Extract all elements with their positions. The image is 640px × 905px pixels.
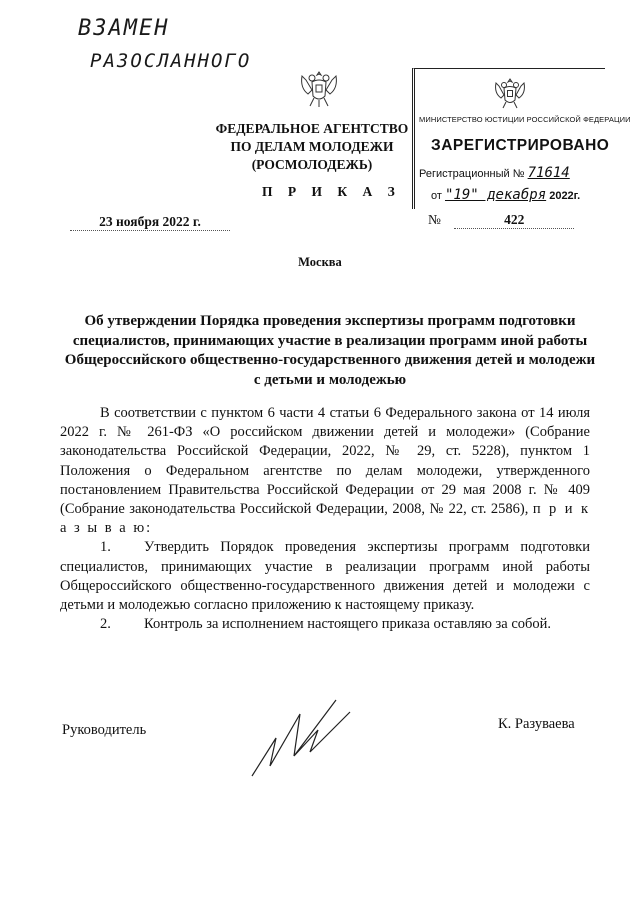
- order-number-label: №: [428, 212, 441, 227]
- stamp-status: ЗАРЕГИСТРИРОВАНО: [431, 137, 610, 154]
- item-text: Контроль за исполнением настоящего приказа оставляю за собой.: [144, 616, 552, 633]
- preamble-paragraph: [60, 404, 590, 538]
- city: Москва: [298, 255, 342, 269]
- stamp-reg-label: Регистрационный №: [419, 168, 525, 180]
- stamp-reg-number: 71614: [527, 165, 570, 181]
- agency-line-1: ФЕДЕРАЛЬНОЕ АГЕНТСТВО: [215, 121, 409, 136]
- handwritten-note-line2: РАЗОСЛАННОГО: [90, 50, 252, 72]
- order-word: п р и к а з ы в а ю:: [60, 501, 590, 537]
- agency-line-3: (РОСМОЛОДЕЖЬ): [251, 157, 373, 172]
- handwritten-signature: [240, 690, 370, 786]
- list-item: [60, 615, 590, 634]
- stamp-date-label: от: [431, 190, 442, 202]
- signer-position: Руководитель: [62, 722, 147, 738]
- stamp-ministry: МИНИСТЕРСТВО ЮСТИЦИИ РОССИЙСКОЙ ФЕДЕРАЦИИ: [419, 115, 631, 124]
- stamp-date-row: [431, 187, 580, 203]
- preamble-text: В соответствии с пунктом 6 части 4 статьи 6 Федерального закона от 14 июля 2022 г. № 261-ФЗ «О российском движении детей и молодежи» (Собрание законодательства Российской Федерации, 2022, № 29, ст. 5228), пунктом 1 Положения о Федеральном агентстве по делам молодежи, утвержденного постановлением Правительства Российской Федерации от 29 мая 2008 г. № 409 (Собрание законодательства Российской Федерации, 2008, № 22, ст. 2586),: [60, 405, 590, 518]
- order-title: Об утверждении Порядка проведения экспертизы программ подготовки специалистов, принимающих участие в реализации программ иной работы Общероссийского общественно-государственного движения детей и молодежи с детьми и молодежью: [64, 313, 596, 388]
- agency-line-2: ПО ДЕЛАМ МОЛОДЕЖИ: [230, 139, 394, 154]
- agency-name: [212, 120, 412, 174]
- item-text: Утвердить Порядок проведения экспертизы программ подготовки специалистов, принимающих участие в реализации программ иной работы Общероссийского общественно-государственного движения детей и молодежи с детьми и молодежью согласно приложению к настоящему приказу.: [60, 539, 590, 614]
- registration-stamp: [412, 68, 631, 209]
- order-date: 23 ноября 2022 г.: [70, 214, 230, 231]
- stamp-coat-of-arms-icon: [493, 75, 527, 111]
- list-item: [60, 538, 590, 615]
- order-number-row: [428, 212, 588, 229]
- item-number: 2.: [100, 616, 111, 633]
- item-number: 1.: [100, 539, 111, 556]
- order-number: 422: [454, 212, 574, 229]
- stamp-reg-row: [419, 165, 570, 181]
- coat-of-arms-icon: [298, 66, 340, 110]
- stamp-date-value: "19" декабря: [444, 187, 547, 203]
- order-body: [60, 404, 590, 634]
- stamp-year: 2022г.: [549, 190, 581, 202]
- signer-name: К. Разуваева: [498, 716, 575, 732]
- document-type: П Р И К А З: [262, 184, 401, 199]
- handwritten-note-line1: ВЗАМЕН: [78, 16, 170, 41]
